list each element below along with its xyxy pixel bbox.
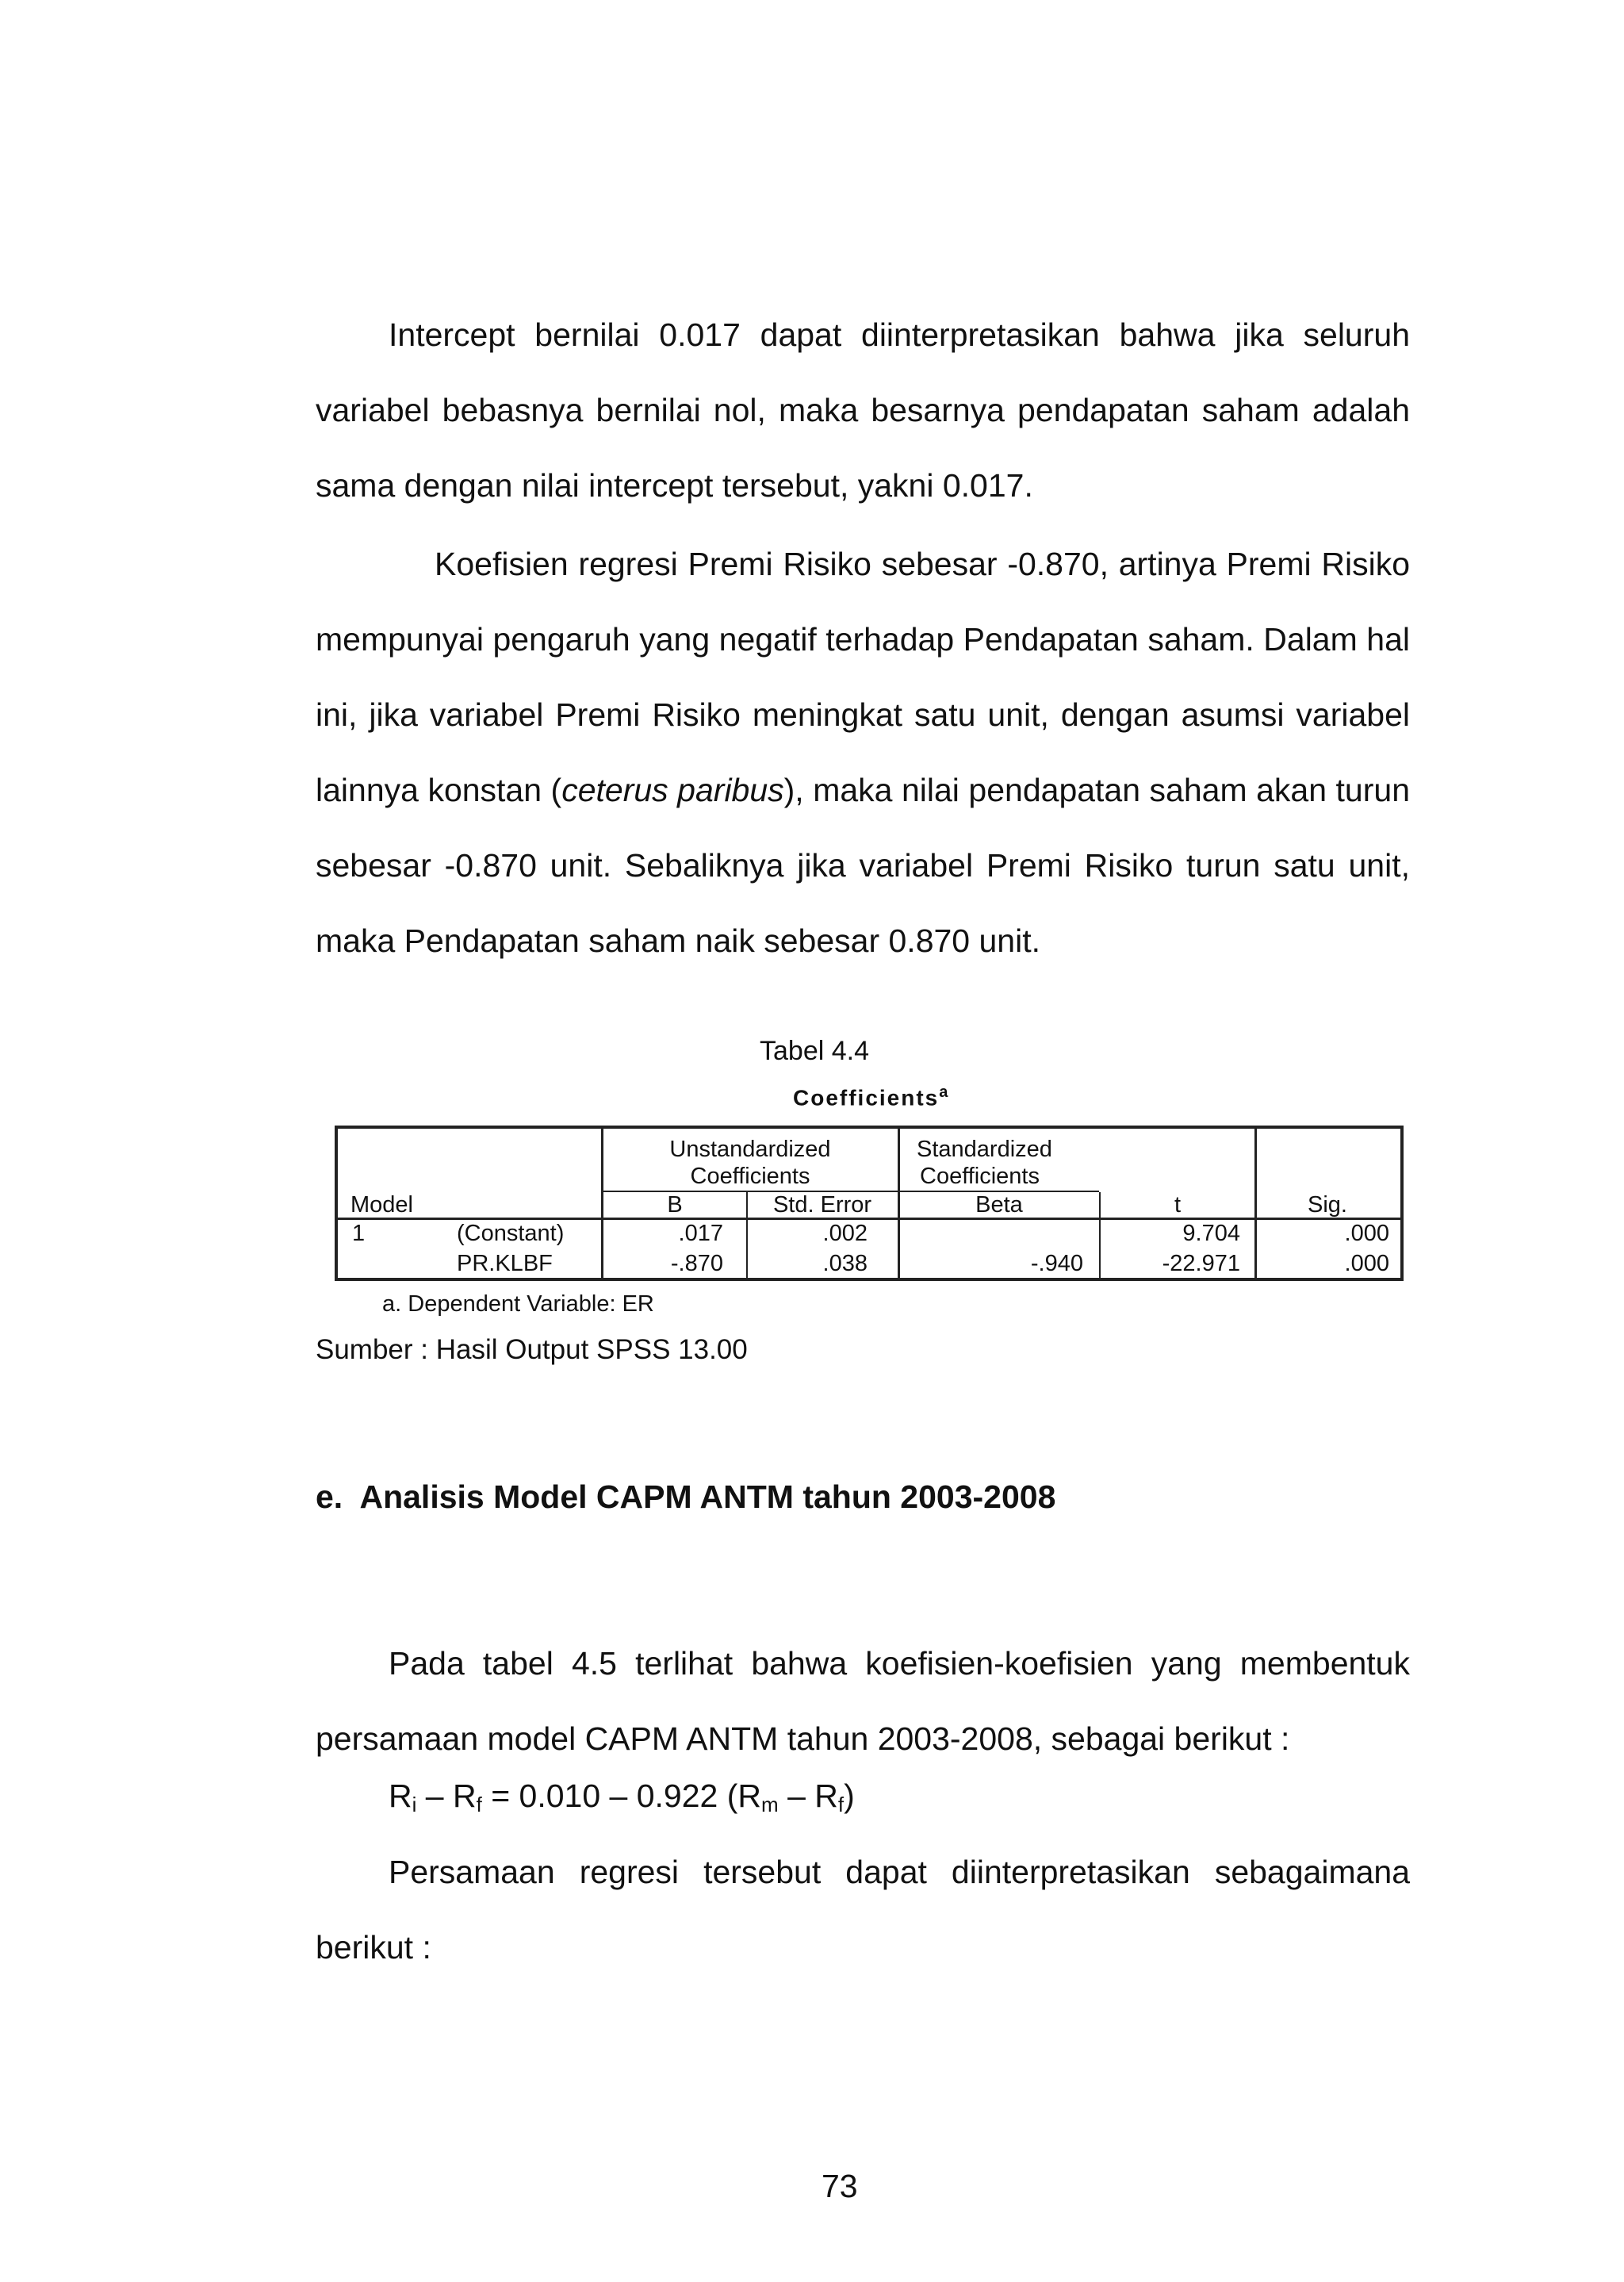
row2-sig: .000: [1344, 1251, 1389, 1276]
header-unstandardized-2: Coefficients: [690, 1164, 810, 1189]
col-t: t: [1174, 1192, 1182, 1218]
row1-t: 9.704: [1182, 1221, 1240, 1246]
row2-std-error: .038: [822, 1251, 868, 1276]
row1-number: 1: [352, 1221, 366, 1246]
capm-equation: $R_i - R_f = 0.010 - 0.922$ $(R_m - R_f)$: [389, 1778, 855, 1816]
paragraph-koefisien: Koefisien regresi Premi Risiko sebesar -0.870, artinya Premi Risiko mempunyai pengaruh yang negatif terhadap Pendapatan saham. Dalam hal ini, jika variabel Premi Risiko meningkat satu unit, dengan asumsi variabel lainnya konstan (ceterus paribus), maka nilai pendapatan saham akan turun sebesar -0.870 unit. Sebaliknya jika variabel Premi Risiko turun satu unit, maka Pendapatan saham naik sebesar 0.870 unit.: [316, 546, 1410, 959]
row2-b: -.870: [670, 1251, 723, 1276]
row1-b: .017: [678, 1221, 723, 1246]
col-std-error: Std. Error: [772, 1192, 872, 1218]
header-unstandardized: Unstandardized: [669, 1137, 831, 1162]
col-beta: Beta: [975, 1192, 1023, 1218]
table-divider: [1254, 1129, 1257, 1278]
paragraph-pada: Pada tabel 4.5 terlihat bahwa koefisien-koefisien yang membentuk persamaan model CAPM ANTM tahun 2003-2008, sebagai berikut :: [316, 1645, 1410, 1757]
coefficients-table: [335, 1126, 1404, 1281]
row1-std-error: .002: [822, 1221, 868, 1246]
table-title: Coefficients$^a$: [793, 1083, 950, 1110]
table-footnote: a. Dependent Variable: ER: [382, 1291, 654, 1317]
page-number: 73: [822, 2168, 858, 2204]
header-standardized-2: Coefficients: [920, 1164, 1040, 1189]
col-model: Model: [350, 1192, 413, 1218]
col-sig: Sig.: [1308, 1192, 1347, 1218]
paragraph-intercept: Intercept bernilai 0.017 dapat diinterpretasikan bahwa jika seluruh variabel bebasnya bernilai nol, maka besarnya pendapatan saham adalah sama dengan nilai intercept tersebut, yakni 0.017.: [316, 316, 1410, 504]
row2-beta: -.940: [1030, 1251, 1083, 1276]
table-divider: [601, 1129, 603, 1278]
italic-phrase: ceterus paribus: [561, 772, 784, 808]
header-standardized: Standardized: [917, 1137, 1052, 1162]
row2-t: -22.971: [1162, 1251, 1240, 1276]
paragraph-persamaan: Persamaan regresi tersebut dapat diinterpretasikan sebagaimana berikut :: [316, 1854, 1410, 1966]
table-caption: Tabel 4.4: [760, 1036, 869, 1066]
row2-name: PR.KLBF: [457, 1251, 553, 1276]
section-heading: e. Analisis Model CAPM ANTM tahun 2003-2008: [316, 1479, 1056, 1515]
table-divider: [1099, 1192, 1101, 1278]
row1-sig: .000: [1344, 1221, 1389, 1246]
table-divider: [898, 1129, 900, 1278]
row1-name: (Constant): [457, 1221, 565, 1246]
col-b: B: [667, 1192, 683, 1218]
table-divider: [746, 1192, 748, 1278]
source-note: Sumber : Hasil Output SPSS 13.00: [316, 1334, 748, 1365]
